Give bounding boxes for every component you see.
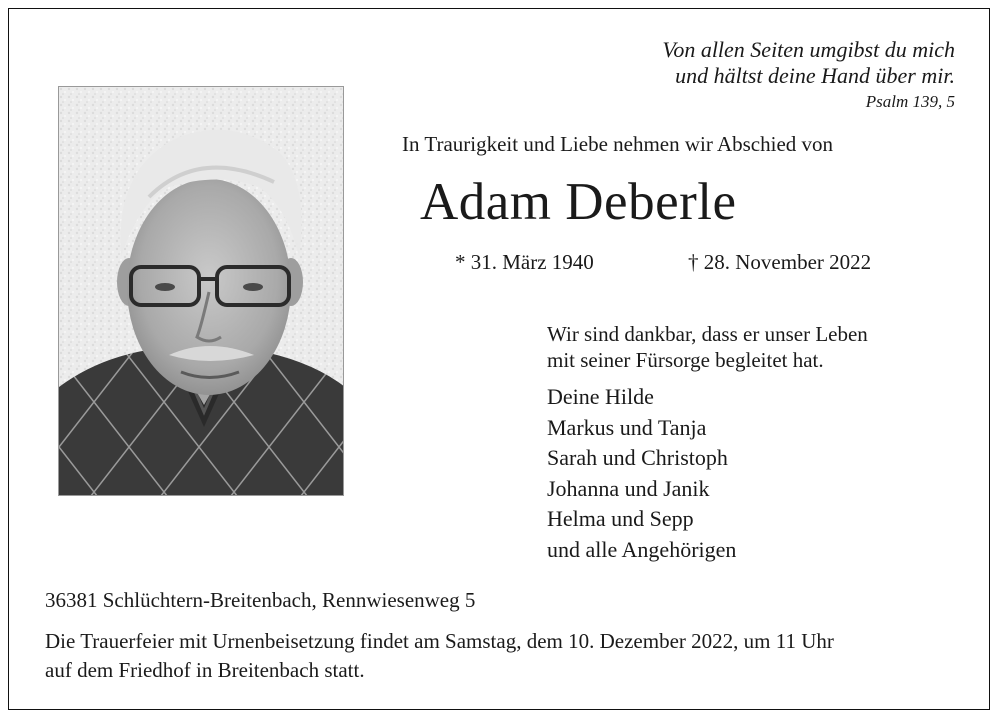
mourner-entry: Helma und Sepp <box>547 506 694 531</box>
address: 36381 Schlüchtern-Breitenbach, Rennwiesenweg 5 <box>45 588 476 612</box>
death-date: † 28. November 2022 <box>688 250 872 274</box>
gratitude-text <box>547 321 868 373</box>
birth-date: * 31. März 1940 <box>455 250 594 274</box>
mourner-entry: Markus und Tanja <box>547 414 707 440</box>
gratitude-line: Wir sind dankbar, dass er unser Leben <box>547 322 868 346</box>
deceased-name: Adam Deberle <box>420 173 737 231</box>
mourner-entry: Deine Hilde <box>547 384 654 409</box>
mourner-entry: und alle Angehörigen <box>547 536 737 562</box>
portrait-photo <box>58 86 344 496</box>
bible-verse <box>662 37 955 113</box>
mourner-entry: Sarah und Christoph <box>547 445 728 470</box>
mourners-list <box>547 382 736 565</box>
intro-text: In Traurigkeit und Liebe nehmen wir Abschied von <box>402 132 834 156</box>
verse-line-2: und hältst deine Hand über mir. <box>675 63 955 88</box>
verse-reference: Psalm 139, 5 <box>865 92 955 111</box>
verse-line-1: Von allen Seiten umgibst du mich <box>662 37 955 62</box>
ceremony-info <box>45 627 834 685</box>
ceremony-line: auf dem Friedhof in Breitenbach statt. <box>45 658 365 682</box>
gratitude-line: mit seiner Fürsorge begleitet hat. <box>547 348 824 372</box>
ceremony-line: Die Trauerfeier mit Urnenbeisetzung findet am Samstag, dem 10. Dezember 2022, um 11 Uhr <box>45 629 834 653</box>
mourner-entry: Johanna und Janik <box>547 475 710 501</box>
